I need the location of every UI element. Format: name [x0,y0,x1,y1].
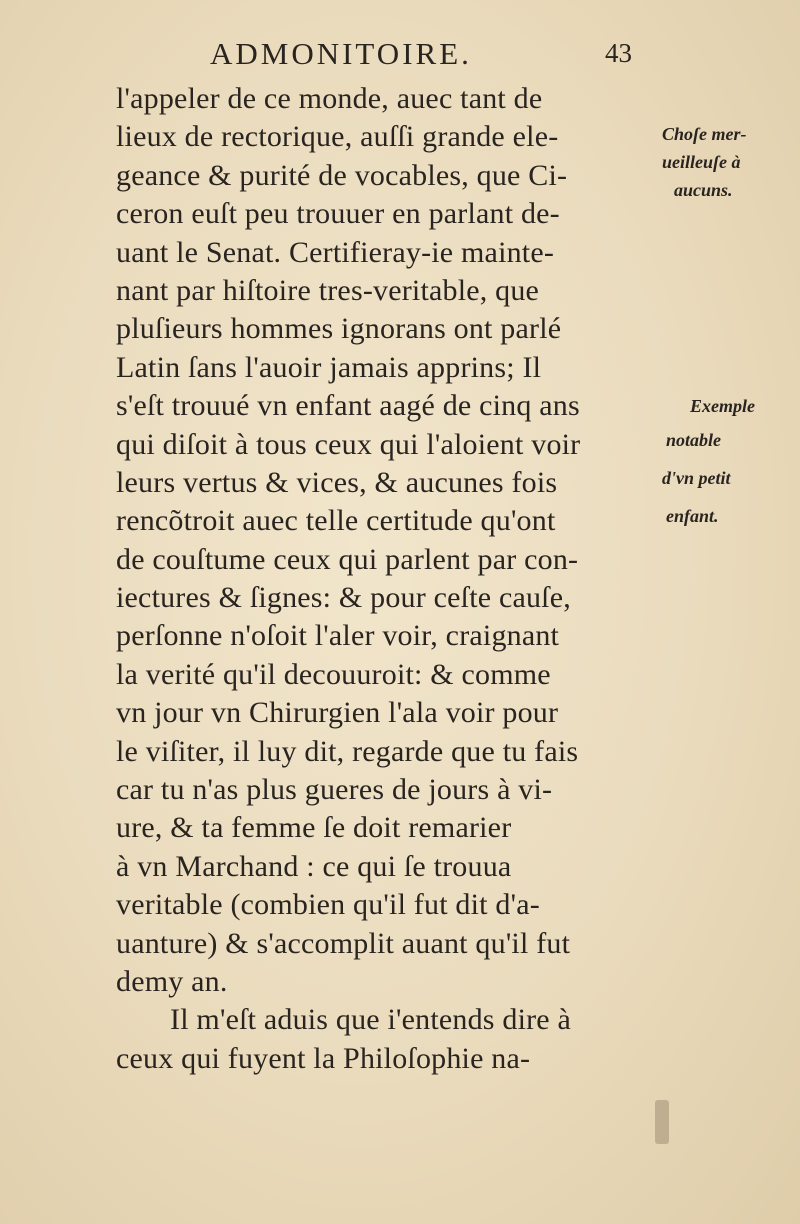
text-line: uanture) & s'accomplit auant qu'il fut [116,926,571,960]
text-line: leurs vertus & vices, & aucunes fois [116,465,558,499]
paragraph-start-line: Il m'eſt aduis que i'entends dire à [170,1003,572,1037]
text-line: de couſtume ceux qui parlent par con- [116,542,579,576]
text-line: à vn Marchand : ce qui ſe trouua [116,849,512,883]
text-line: s'eſt trouué vn enfant aagé de cinq ans [116,389,580,423]
text-line: ceux qui fuyent la Philoſophie na- [116,1041,531,1075]
text-line: perſonne n'oſoit l'aler voir, craignant [116,619,560,653]
text-line: le viſiter, il luy dit, regarde que tu fais [116,734,579,768]
text-line: lieux de rectorique, auſſi grande ele- [116,120,559,154]
ink-mark [655,1100,669,1144]
text-line: ceron euſt peu trouuer en parlant de- [116,197,560,231]
text-line: vn jour vn Chirurgien l'ala voir pour [116,696,559,730]
body-text [116,80,656,1078]
text-line: pluſieurs hommes ignorans ont parlé [116,312,562,346]
text-line: ure, & ta femme ſe doit remarier [116,811,512,845]
text-line: nant par hiſtoire tres-veritable, que [116,273,540,307]
page-number: 43 [605,38,632,68]
margin-note-line: Exemple [690,396,755,416]
text-line: Latin ſans l'auoir jamais apprins; Il [116,350,542,384]
margin-note-line: Choſe mer- [662,124,747,144]
text-line: rencõtroit auec telle certitude qu'ont [116,504,556,538]
text-line: la verité qu'il decouuroit: & comme [116,657,551,691]
text-line: qui diſoit à tous ceux qui l'aloient voir [116,427,581,461]
text-line: veritable (combien qu'il fut dit d'a- [116,888,540,922]
running-header [210,36,660,76]
margin-note-line: d'vn petit [662,468,731,488]
text-line: l'appeler de ce monde, auec tant de [116,82,543,115]
margin-note-line: notable [666,430,722,450]
margin-note-line: aucuns. [674,180,733,200]
text-line: demy an. [116,964,228,998]
running-title: ADMONITOIRE. [210,36,472,71]
text-line: geance & purité de vocables, que Ci- [116,158,568,192]
margin-note-line: ueilleuſe à [662,152,741,172]
margin-note-line: enfant. [666,506,719,526]
text-line: uant le Senat. Certifieray-ie mainte- [116,235,555,269]
text-line: iectures & ſignes: & pour ceſte cauſe, [116,581,571,615]
text-line: car tu n'as plus gueres de jours à vi- [116,773,553,807]
